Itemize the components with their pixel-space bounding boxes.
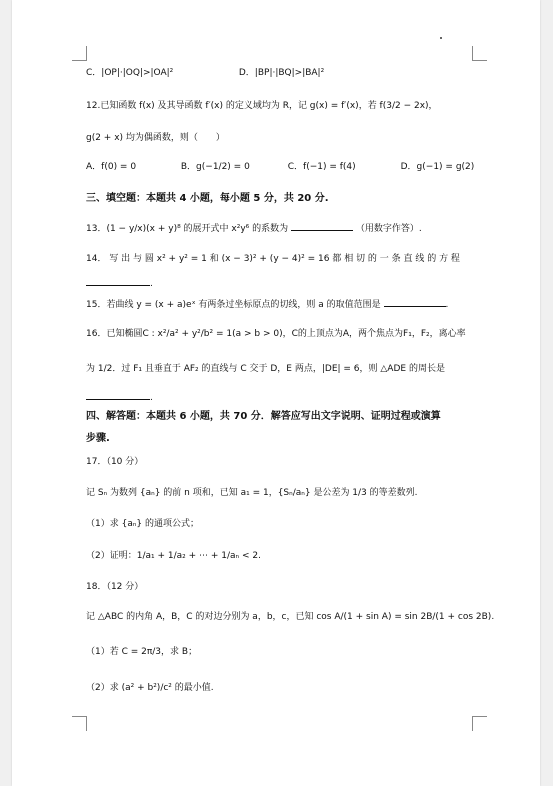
q17-title: 17．（10 分） bbox=[86, 457, 144, 467]
q17-part1: （1）求 {aₙ} 的通项公式； bbox=[86, 519, 200, 529]
q11-options bbox=[86, 66, 486, 80]
q18-title: 18．（12 分） bbox=[86, 582, 144, 592]
q13-suffix: （用数字作答）. bbox=[355, 224, 422, 234]
document-page bbox=[12, 0, 540, 786]
q11-option-d: D．|BP|·|BQ|>|BA|² bbox=[238, 68, 325, 78]
q17-part2: （2）证明：1/a₁ + 1/a₂ + ⋯ + 1/aₙ < 2. bbox=[86, 551, 261, 561]
q12-option-c: C．f(−1) = f(4) bbox=[287, 162, 356, 172]
q12-option-a: A．f(0) = 0 bbox=[86, 162, 137, 172]
q15-line: 15．若曲线 y = (x + a)eˣ 有两条过坐标原点的切线，则 a 的取值范围是 . bbox=[86, 297, 486, 312]
crop-mark-top-left bbox=[72, 46, 87, 61]
q12-options bbox=[86, 160, 486, 174]
q12-stem-line1: 12.已知函数 f(x) 及其导函数 f′(x) 的定义域均为 R，记 g(x) = f′(x)，若 f(3/2 − 2x)， bbox=[86, 101, 438, 111]
q13-answer-blank bbox=[291, 221, 353, 231]
q14-answer-line: . bbox=[86, 276, 486, 291]
q18-stem: 记 △ABC 的内角 A，B，C 的对边分别为 a，b，c，已知 cos A/(1 + sin A) = sin 2B/(1 + cos 2B). bbox=[86, 612, 495, 622]
q16-line2: 为 1/2．过 F₁ 且垂直于 AF₂ 的直线与 C 交于 D，E 两点，|DE| = 6，则 △ADE 的周长是 bbox=[86, 364, 445, 374]
q16-answer-blank bbox=[86, 390, 150, 400]
section4-heading-line2: 步骤. bbox=[86, 433, 110, 444]
q18-part1: （1）若 C = 2π/3，求 B； bbox=[86, 647, 198, 657]
page-mark bbox=[440, 37, 442, 39]
crop-mark-bottom-left bbox=[72, 716, 87, 731]
q11-option-c: C．|OP|·|OQ|>|OA|² bbox=[86, 68, 174, 78]
q15-answer-blank bbox=[384, 297, 446, 307]
q15-text: 15．若曲线 y = (x + a)eˣ 有两条过坐标原点的切线，则 a 的取值范围是 bbox=[86, 300, 381, 310]
q14-answer-blank bbox=[86, 276, 150, 286]
q14-text: 14． 写 出 与 圆 x² + y² = 1 和 (x − 3)² + (y − 4)² = 16 都 相 切 的 一 条 直 线 的 方 程 bbox=[86, 254, 460, 264]
q13-text: 13．(1 − y/x)(x + y)⁸ 的展开式中 x²y⁶ 的系数为 bbox=[86, 224, 289, 234]
crop-mark-bottom-right bbox=[472, 716, 487, 731]
section4-heading-line1: 四、解答题：本题共 6 小题，共 70 分．解答应写出文字说明、证明过程或演算 bbox=[86, 411, 441, 422]
q12-option-b: B．g(−1/2) = 0 bbox=[180, 162, 250, 172]
q12-stem-line2: g(2 + x) 均为偶函数，则（ ） bbox=[86, 133, 225, 143]
q18-part2: （2）求 (a² + b²)/c² 的最小值. bbox=[86, 683, 214, 693]
section3-heading: 三、填空题：本题共 4 小题，每小题 5 分，共 20 分. bbox=[86, 193, 329, 204]
q17-stem: 记 Sₙ 为数列 {aₙ} 的前 n 项和，已知 a₁ = 1，{Sₙ/aₙ} 是公差为 1/3 的等差数列. bbox=[86, 488, 418, 498]
q12-option-d: D．g(−1) = g(2) bbox=[400, 162, 475, 172]
q13-line bbox=[86, 221, 486, 236]
q16-line1: 16．已知椭圆C : x²/a² + y²/b² = 1(a > b > 0)，C的上顶点为A，两个焦点为F₁，F₂，离心率 bbox=[86, 329, 466, 339]
crop-mark-top-right bbox=[472, 46, 487, 61]
q16-answer-line: . bbox=[86, 390, 486, 405]
